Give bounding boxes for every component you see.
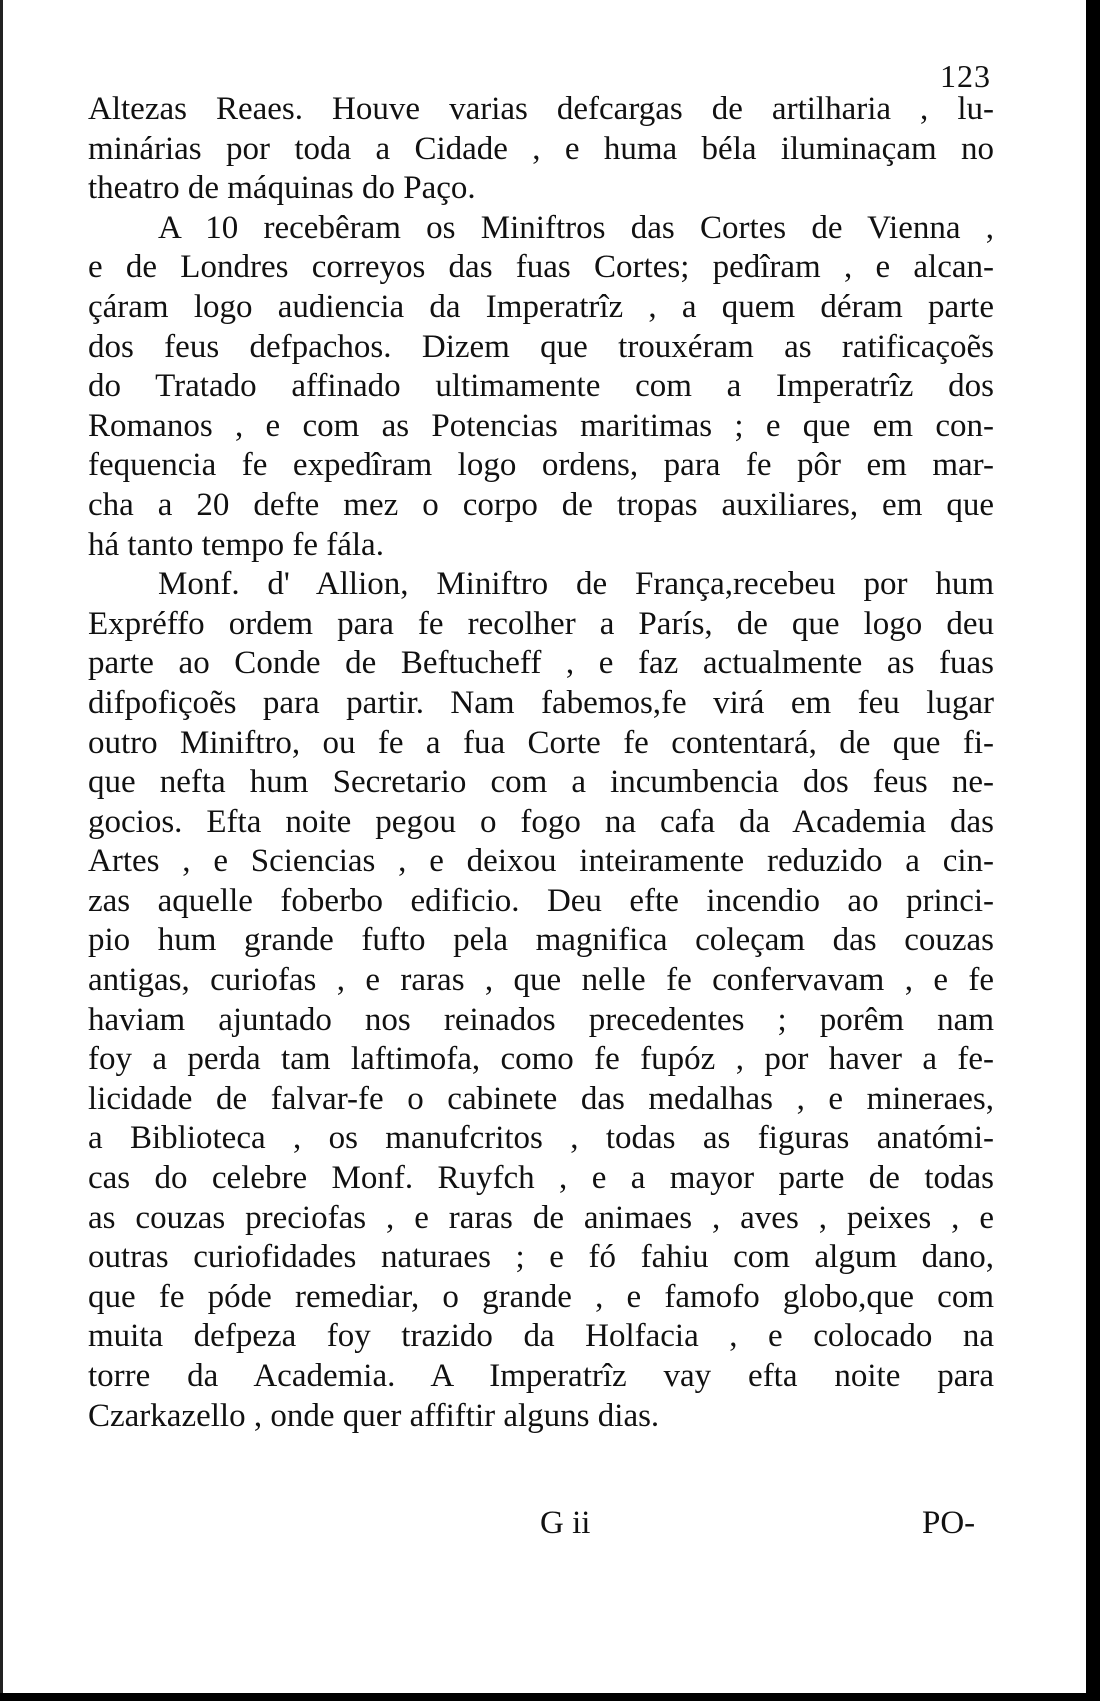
text-line: pio hum grande fufto pela magnifica coleçam das couzas [88, 922, 994, 959]
catchword: PO- [922, 1505, 976, 1541]
text-line: difpofiçoẽs para partir. Nam fabemos,fe virá em feu lugar [88, 684, 994, 721]
body-text [88, 90, 994, 1436]
text-line: cas do celebre Monf. Ruyfch , e a mayor parte de todas [88, 1160, 994, 1197]
signature-mark: G ii [540, 1505, 591, 1541]
text-line: muita defpeza foy trazido da Holfacia , e colocado na [88, 1318, 994, 1355]
text-line: outro Miniftro, ou fe a fua Corte fe contentará, de que fi- [88, 724, 994, 761]
text-line: antigas, curiofas , e raras , que nelle fe confervavam , e fe [88, 962, 994, 999]
text-line: há tanto tempo fe fála. [88, 526, 384, 563]
page-number: 123 [940, 58, 991, 94]
text-line: gocios. Efta noite pegou o fogo na cafa da Academia das [88, 803, 994, 840]
text-line: theatro de máquinas do Paço. [88, 170, 476, 207]
text-line: dos feus defpachos. Dizem que trouxéram as ratificaçoẽs [88, 328, 994, 365]
text-line: as couzas preciofas , e raras de animaes , aves , peixes , e [88, 1199, 994, 1236]
text-line: Artes , e Sciencias , e deixou inteiramente reduzido a cin- [88, 843, 994, 880]
text-line: minárias por toda a Cidade , e huma béla iluminaçam no [88, 130, 994, 167]
text-line: foy a perda tam laftimofa, como fe fupóz , por haver a fe- [88, 1041, 994, 1078]
text-line: Czarkazello , onde quer affiftir alguns dias. [88, 1397, 660, 1434]
text-line: a Biblioteca , os manufcritos , todas as figuras anatómi- [88, 1120, 994, 1157]
text-line: do Tratado affinado ultimamente com a Imperatrîz dos [88, 368, 994, 405]
text-line: que nefta hum Secretario com a incumbencia dos feus ne- [88, 764, 994, 801]
text-line: licidade de falvar-fe o cabinete das medalhas , e mineraes, [88, 1080, 994, 1117]
text-line: zas aquelle foberbo edificio. Deu efte incendio ao princi- [88, 882, 994, 919]
text-line: que fe póde remediar, o grande , e famofo globo,que com [88, 1278, 994, 1315]
text-line: cha a 20 defte mez o corpo de tropas auxiliares, em que [88, 486, 994, 523]
text-line: parte ao Conde de Beftucheff , e faz actualmente as fuas [88, 645, 994, 682]
scan-edge-left [0, 0, 3, 1701]
text-line: fequencia fe expedîram logo ordens, para fe pôr em mar- [88, 447, 994, 484]
text-line: A 10 recebêram os Miniftros das Cortes de Vienna , [158, 209, 994, 246]
paragraph [88, 565, 994, 1436]
scan-edge-bottom [0, 1693, 1100, 1701]
text-line: çáram logo audiencia da Imperatrîz , a quem déram parte [88, 288, 994, 325]
text-line: haviam ajuntado nos reinados precedentes ; porêm nam [88, 1001, 994, 1038]
paragraph [88, 90, 994, 209]
paragraph [88, 209, 994, 565]
text-line: Monf. d' Allion, Miniftro de França,recebeu por hum [158, 566, 994, 603]
text-line: torre da Academia. A Imperatrîz vay efta noite para [88, 1358, 994, 1394]
text-line: outras curiofidades naturaes ; e fó fahiu com algum dano, [88, 1239, 994, 1276]
text-line: Romanos , e com as Potencias maritimas ; e que em con- [88, 407, 994, 444]
scan-edge-right [1086, 0, 1100, 1701]
text-line: Altezas Reaes. Houve varias defcargas de artilharia , lu- [88, 91, 994, 127]
text-line: e de Londres correyos das fuas Cortes; pedîram , e alcan- [88, 249, 994, 286]
text-line: Expréffo ordem para fe recolher a París, de que logo deu [88, 605, 994, 642]
